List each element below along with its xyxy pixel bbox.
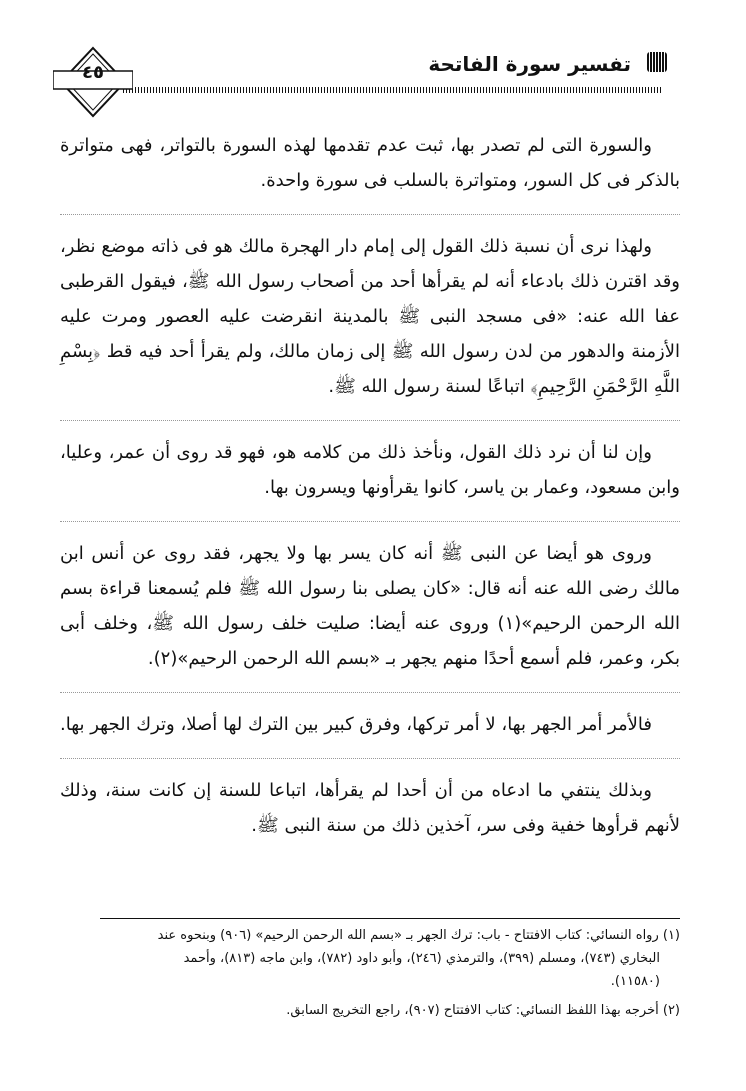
- footnote-1-line-2: البخاري (٧٤٣)، ومسلم (٣٩٩)، والترمذي (٢٤٦)، وأبو داود (٧٨٢)، وابن ماجه (٨١٣)، وأحمد: [183, 951, 660, 966]
- paragraph: وبذلك ينتفي ما ادعاه من أن أحدا لم يقرأها، اتباعا للسنة إن كانت سنة، وذلك لأنهم قرأوها خفية وفى سر، آخذين ذلك من سنة النبى ﷺ.: [60, 758, 680, 843]
- header-ornament-icon: [647, 52, 667, 72]
- header-rule: [123, 87, 663, 93]
- paragraph: والسورة التى لم تصدر بها، ثبت عدم تقدمها لهذه السورة بالتواتر، فهى متواترة بالذكر فى كل السور، ومتواترة بالسلب فى سورة واحدة.: [60, 135, 680, 191]
- paragraph: فالأمر أمر الجهر بها، لا أمر تركها، وفرق كبير بين الترك لها أصلا، وترك الجهر بها.: [60, 692, 680, 742]
- main-text: [60, 128, 680, 859]
- page-number: ٤٥: [82, 62, 104, 83]
- footnote-divider: [100, 918, 680, 919]
- paragraph: وروى هو أيضا عن النبى ﷺ أنه كان يسر بها ولا يجهر، فقد روى عن أنس ابن مالك رضى الله عنه أنه قال: «كان يصلى بنا رسول الله ﷺ فلم يُسمعنا قراءة بسم الله الرحمن الرحيم»(١) وروى عنه أيضا: صليت خلف رسول الله ﷺ، وخلف أبى بكر، وعمر، فلم أسمع أحدًا منهم يجهر بـ «بسم الله الرحمن الرحيم»(٢).: [60, 521, 680, 676]
- paragraph: وإن لنا أن نرد ذلك القول، ونأخذ ذلك من كلامه هو، فهو قد روى أن عمر، وعليا، وابن مسعود، وعمار بن ياسر، كانوا يقرأونها ويسرون بها.: [60, 420, 680, 505]
- footnote-2-line-1: (٢) أخرجه بهذا اللفظ النسائي: كتاب الافتتاح (٩٠٧)، راجع التخريج السابق.: [286, 1003, 680, 1018]
- running-title: تفسير سورة الفاتحة: [428, 52, 631, 76]
- page-number-badge: [53, 44, 133, 120]
- page-header: [45, 40, 675, 120]
- footnote-2: [60, 999, 680, 1022]
- footnote-1-line-3: (١١٥٨٠).: [610, 974, 660, 989]
- footnote-1-line-1: (١) رواه النسائي: كتاب الافتتاح - باب: ترك الجهر بـ «بسم الله الرحمن الرحيم» (٩٠٦) وبنحوه عند: [157, 928, 680, 943]
- footnotes: [60, 924, 680, 1028]
- footnote-1: [60, 924, 680, 993]
- paragraph: ولهذا نرى أن نسبة ذلك القول إلى إمام دار الهجرة مالك هو فى ذاته موضع نظر، وقد اقترن ذلك بادعاء أنه لم يقرأها أحد من أصحاب رسول الله ﷺ، فيقول القرطبى عفا الله عنه: «فى مسجد النبى ﷺ بالمدينة انقرضت عليه العصور ومرت عليه الأزمنة والدهور من لدن رسول الله ﷺ إلى زمان مالك، ولم يقرأ أحد فيه قط ﴿بِسْمِ اللَّهِ الرَّحْمَنِ الرَّحِيمِ﴾ اتباعًا لسنة رسول الله ﷺ.: [60, 214, 680, 404]
